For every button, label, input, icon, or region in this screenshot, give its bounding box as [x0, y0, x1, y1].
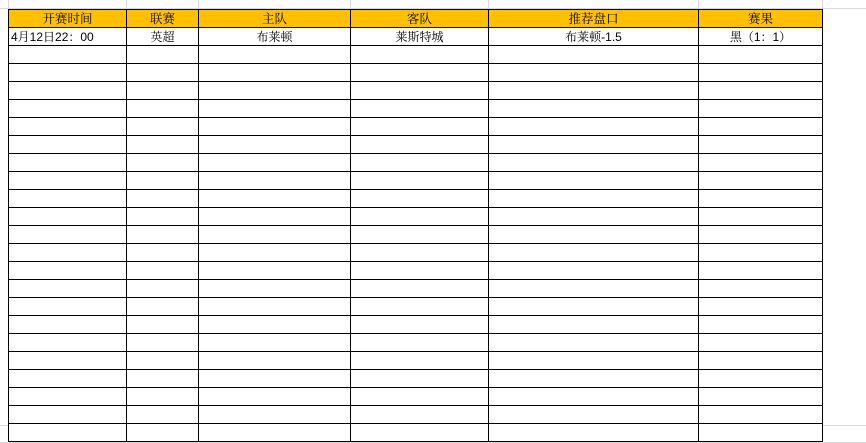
table-row-empty[interactable]: [9, 208, 823, 226]
column-header-recommended-handicap[interactable]: 推荐盘口: [489, 10, 699, 28]
cell-empty[interactable]: [9, 370, 127, 388]
cell-empty[interactable]: [489, 136, 699, 154]
cell-empty[interactable]: [127, 208, 199, 226]
cell-empty[interactable]: [489, 370, 699, 388]
table-row-empty[interactable]: [9, 136, 823, 154]
cell-empty[interactable]: [127, 280, 199, 298]
cell-empty[interactable]: [699, 118, 823, 136]
cell-empty[interactable]: [699, 172, 823, 190]
cell-empty[interactable]: [351, 298, 489, 316]
cell-empty[interactable]: [699, 226, 823, 244]
cell-empty[interactable]: [489, 82, 699, 100]
cell-empty[interactable]: [351, 226, 489, 244]
cell-empty[interactable]: [9, 190, 127, 208]
table-row-empty[interactable]: [9, 190, 823, 208]
column-header-league[interactable]: 联赛: [127, 10, 199, 28]
table-row-empty[interactable]: [9, 100, 823, 118]
cell-empty[interactable]: [127, 118, 199, 136]
cell-empty[interactable]: [9, 352, 127, 370]
cell-empty[interactable]: [199, 100, 351, 118]
cell-empty[interactable]: [9, 262, 127, 280]
cell-empty[interactable]: [9, 334, 127, 352]
cell-empty[interactable]: [9, 154, 127, 172]
cell-empty[interactable]: [699, 136, 823, 154]
cell-empty[interactable]: [199, 64, 351, 82]
cell-empty[interactable]: [199, 172, 351, 190]
table-row-empty[interactable]: [9, 262, 823, 280]
cell-empty[interactable]: [489, 46, 699, 64]
cell-empty[interactable]: [9, 118, 127, 136]
cell-empty[interactable]: [699, 280, 823, 298]
cell-empty[interactable]: [351, 244, 489, 262]
cell-empty[interactable]: [199, 154, 351, 172]
cell-empty[interactable]: [351, 388, 489, 406]
cell-empty[interactable]: [699, 316, 823, 334]
cell-empty[interactable]: [199, 370, 351, 388]
table-row-empty[interactable]: [9, 388, 823, 406]
cell-empty[interactable]: [127, 190, 199, 208]
cell-empty[interactable]: [699, 334, 823, 352]
cell-empty[interactable]: [489, 280, 699, 298]
cell-empty[interactable]: [489, 154, 699, 172]
cell-empty[interactable]: [351, 136, 489, 154]
cell-empty[interactable]: [127, 352, 199, 370]
cell-empty[interactable]: [127, 262, 199, 280]
cell-empty[interactable]: [9, 46, 127, 64]
cell-empty[interactable]: [9, 280, 127, 298]
cell-empty[interactable]: [699, 352, 823, 370]
cell-empty[interactable]: [489, 424, 699, 442]
cell-empty[interactable]: [199, 280, 351, 298]
column-header-start-time[interactable]: 开赛时间: [9, 10, 127, 28]
cell-empty[interactable]: [699, 244, 823, 262]
cell-empty[interactable]: [351, 334, 489, 352]
cell-empty[interactable]: [489, 244, 699, 262]
table-row-empty[interactable]: [9, 244, 823, 262]
cell-empty[interactable]: [199, 388, 351, 406]
cell-empty[interactable]: [699, 208, 823, 226]
table-row-empty[interactable]: [9, 172, 823, 190]
table-row-empty[interactable]: [9, 334, 823, 352]
cell-away-team[interactable]: 莱斯特城: [351, 28, 489, 46]
cell-empty[interactable]: [199, 208, 351, 226]
cell-empty[interactable]: [699, 46, 823, 64]
empty-rows-body: [9, 46, 823, 442]
table-row-empty[interactable]: [9, 64, 823, 82]
table-row-empty[interactable]: [9, 46, 823, 64]
cell-empty[interactable]: [199, 424, 351, 442]
table-row-empty[interactable]: [9, 280, 823, 298]
cell-empty[interactable]: [351, 280, 489, 298]
cell-empty[interactable]: [351, 64, 489, 82]
cell-result[interactable]: 黑（1：1）: [699, 28, 823, 46]
table-row-empty[interactable]: [9, 82, 823, 100]
table-header-row: [9, 10, 823, 28]
cell-empty[interactable]: [351, 46, 489, 64]
cell-empty[interactable]: [127, 424, 199, 442]
cell-empty[interactable]: [199, 46, 351, 64]
table-row-empty[interactable]: [9, 352, 823, 370]
cell-league[interactable]: 英超: [127, 28, 199, 46]
cell-empty[interactable]: [351, 208, 489, 226]
cell-empty[interactable]: [489, 64, 699, 82]
cell-empty[interactable]: [351, 370, 489, 388]
cell-empty[interactable]: [127, 100, 199, 118]
cell-empty[interactable]: [127, 298, 199, 316]
column-header-result[interactable]: 赛果: [699, 10, 823, 28]
cell-empty[interactable]: [9, 298, 127, 316]
cell-empty[interactable]: [9, 64, 127, 82]
cell-empty[interactable]: [199, 352, 351, 370]
table-row-empty[interactable]: [9, 154, 823, 172]
cell-empty[interactable]: [199, 118, 351, 136]
cell-empty[interactable]: [699, 82, 823, 100]
cell-home-team[interactable]: 布莱顿: [199, 28, 351, 46]
cell-empty[interactable]: [127, 244, 199, 262]
cell-empty[interactable]: [489, 118, 699, 136]
cell-empty[interactable]: [9, 136, 127, 154]
cell-empty[interactable]: [699, 298, 823, 316]
cell-empty[interactable]: [127, 154, 199, 172]
cell-empty[interactable]: [489, 172, 699, 190]
cell-empty[interactable]: [489, 298, 699, 316]
cell-empty[interactable]: [351, 154, 489, 172]
cell-empty[interactable]: [127, 406, 199, 424]
cell-empty[interactable]: [9, 172, 127, 190]
cell-empty[interactable]: [9, 226, 127, 244]
cell-empty[interactable]: [9, 424, 127, 442]
cell-empty[interactable]: [351, 82, 489, 100]
cell-empty[interactable]: [127, 172, 199, 190]
column-header-away-team[interactable]: 客队: [351, 10, 489, 28]
cell-empty[interactable]: [127, 64, 199, 82]
cell-empty[interactable]: [9, 82, 127, 100]
cell-empty[interactable]: [9, 388, 127, 406]
cell-empty[interactable]: [351, 100, 489, 118]
cell-empty[interactable]: [127, 226, 199, 244]
cell-recommended-handicap[interactable]: 布莱顿-1.5: [489, 28, 699, 46]
cell-empty[interactable]: [199, 244, 351, 262]
cell-empty[interactable]: [489, 226, 699, 244]
cell-empty[interactable]: [351, 172, 489, 190]
cell-empty[interactable]: [351, 406, 489, 424]
cell-empty[interactable]: [199, 262, 351, 280]
table-row-empty[interactable]: [9, 424, 823, 442]
cell-empty[interactable]: [351, 262, 489, 280]
column-header-home-team[interactable]: 主队: [199, 10, 351, 28]
table-row-empty[interactable]: [9, 118, 823, 136]
cell-empty[interactable]: [489, 388, 699, 406]
cell-empty[interactable]: [699, 190, 823, 208]
cell-empty[interactable]: [699, 406, 823, 424]
cell-empty[interactable]: [489, 208, 699, 226]
cell-empty[interactable]: [199, 226, 351, 244]
cell-empty[interactable]: [699, 100, 823, 118]
cell-empty[interactable]: [127, 82, 199, 100]
cell-empty[interactable]: [489, 334, 699, 352]
cell-empty[interactable]: [127, 136, 199, 154]
cell-empty[interactable]: [199, 136, 351, 154]
cell-start-time[interactable]: 4月12日22：00: [9, 28, 127, 46]
cell-empty[interactable]: [489, 352, 699, 370]
cell-empty[interactable]: [699, 388, 823, 406]
cell-empty[interactable]: [127, 370, 199, 388]
cell-empty[interactable]: [351, 352, 489, 370]
cell-empty[interactable]: [9, 244, 127, 262]
cell-empty[interactable]: [9, 208, 127, 226]
match-table: [8, 9, 823, 442]
table-row-empty[interactable]: [9, 316, 823, 334]
cell-empty[interactable]: [489, 100, 699, 118]
cell-empty[interactable]: [351, 118, 489, 136]
cell-empty[interactable]: [351, 424, 489, 442]
cell-empty[interactable]: [199, 406, 351, 424]
cell-empty[interactable]: [699, 154, 823, 172]
cell-empty[interactable]: [127, 316, 199, 334]
table-row-empty[interactable]: [9, 298, 823, 316]
table-row-empty[interactable]: [9, 370, 823, 388]
table-row-empty[interactable]: [9, 406, 823, 424]
cell-empty[interactable]: [351, 316, 489, 334]
cell-empty[interactable]: [199, 190, 351, 208]
cell-empty[interactable]: [351, 190, 489, 208]
cell-empty[interactable]: [9, 100, 127, 118]
table-body: [9, 10, 823, 46]
cell-empty[interactable]: [199, 334, 351, 352]
cell-empty[interactable]: [199, 298, 351, 316]
table-row-empty[interactable]: [9, 226, 823, 244]
cell-empty[interactable]: [699, 424, 823, 442]
cell-empty[interactable]: [699, 262, 823, 280]
table-row[interactable]: [9, 28, 823, 46]
cell-empty[interactable]: [199, 316, 351, 334]
cell-empty[interactable]: [489, 406, 699, 424]
cell-empty[interactable]: [699, 64, 823, 82]
cell-empty[interactable]: [489, 316, 699, 334]
cell-empty[interactable]: [127, 388, 199, 406]
cell-empty[interactable]: [199, 82, 351, 100]
cell-empty[interactable]: [9, 406, 127, 424]
cell-empty[interactable]: [489, 262, 699, 280]
cell-empty[interactable]: [127, 46, 199, 64]
cell-empty[interactable]: [9, 316, 127, 334]
cell-empty[interactable]: [699, 370, 823, 388]
cell-empty[interactable]: [489, 190, 699, 208]
cell-empty[interactable]: [127, 334, 199, 352]
